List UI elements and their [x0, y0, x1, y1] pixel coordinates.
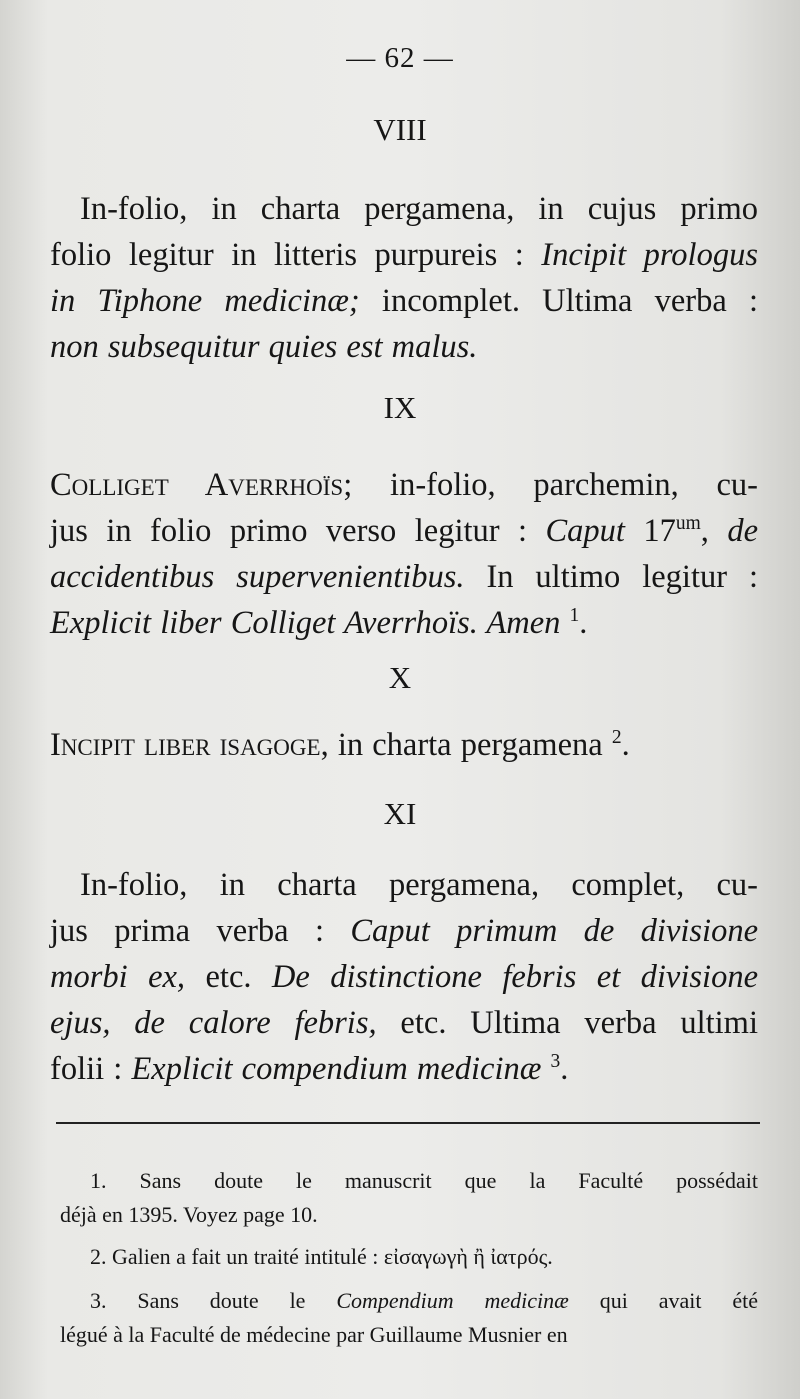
- text-run: folio legitur in litteris purpureis :: [50, 237, 542, 273]
- text-run: Explicit liber Colliget Averrhoïs. Amen: [50, 605, 561, 641]
- footnote-1: [60, 1164, 758, 1232]
- text-run: Incipit prologus: [541, 237, 758, 273]
- text-run: Caput: [545, 513, 625, 549]
- section-heading-ix: IX: [383, 390, 417, 425]
- text-run: accidentibus supervenientibus.: [50, 559, 465, 595]
- footnote-divider: [56, 1122, 760, 1124]
- text-line: [50, 324, 758, 370]
- text-line: [50, 600, 758, 646]
- text-run: jus in folio primo verso legitur :: [50, 513, 546, 549]
- section-heading-xi: XI: [383, 796, 417, 831]
- text-run: [541, 1051, 550, 1087]
- text-run: um: [675, 513, 701, 535]
- text-run: in Tiphone medicinæ;: [50, 283, 360, 319]
- text-run: etc.: [185, 959, 272, 995]
- text-line: [50, 908, 758, 954]
- text-run: Compendium medicinæ: [336, 1288, 569, 1313]
- text-run: 1: [569, 605, 580, 627]
- text-run: jus prima verba :: [50, 913, 351, 949]
- text-run: 3: [550, 1051, 561, 1073]
- text-run: Caput primum de divisione: [350, 913, 759, 949]
- text-run: .: [560, 1051, 569, 1087]
- text-run: légué à la Faculté de médecine par Guillaume Musnier en: [60, 1322, 568, 1347]
- section-text-viii: [50, 186, 758, 370]
- text-line: [50, 508, 758, 554]
- text-line: [60, 1198, 758, 1232]
- text-line: [50, 862, 758, 908]
- footnote-2: [60, 1240, 758, 1274]
- text-run: ejus, de calore febris,: [50, 1005, 377, 1041]
- text-run: qui avait été: [568, 1288, 758, 1313]
- section-text-ix: [50, 462, 758, 646]
- text-run: In-folio, in charta pergamena, complet, cu-: [80, 867, 758, 903]
- text-line: [60, 1318, 758, 1352]
- text-line: [50, 462, 758, 508]
- text-line: [50, 278, 758, 324]
- text-line: [50, 232, 758, 278]
- text-run: incomplet. Ultima verba :: [359, 283, 758, 319]
- text-run: déjà en 1395. Voyez page 10.: [60, 1202, 318, 1227]
- section-heading-viii: VIII: [373, 112, 427, 147]
- text-run: [560, 605, 569, 641]
- text-run: In-folio, in charta pergamena, in cujus primo: [80, 191, 758, 227]
- text-line: [50, 186, 758, 232]
- text-run: de: [727, 513, 759, 549]
- text-run: morbi ex,: [50, 959, 186, 995]
- text-run: folii :: [50, 1051, 132, 1087]
- text-line: [50, 1000, 758, 1046]
- text-line: [50, 954, 758, 1000]
- text-line: [50, 554, 758, 600]
- text-run: Explicit compendium medicinæ: [131, 1051, 542, 1087]
- page-number: — 62 —: [346, 42, 454, 74]
- text-line: [60, 1164, 758, 1198]
- section-text-xi: [50, 862, 758, 1092]
- text-line: [50, 722, 758, 768]
- text-run: De distinctione febris et divisione: [271, 959, 758, 995]
- text-run: ; in-folio, parchemin, cu-: [343, 467, 758, 503]
- text-line: [60, 1240, 758, 1274]
- text-run: 1. Sans doute le manuscrit que la Faculté possédait: [90, 1168, 758, 1193]
- section-heading-x: X: [388, 660, 412, 695]
- footnote-3: [60, 1284, 758, 1352]
- text-run: Colliget Averrhoïs: [50, 467, 344, 503]
- text-run: 3. Sans doute le: [90, 1288, 337, 1313]
- text-run: ,: [700, 513, 728, 549]
- section-text-x: [50, 722, 758, 768]
- text-run: 2. Galien a fait un traité intitulé : εἰσαγωγὴ ἢ ἰατρός.: [90, 1244, 553, 1269]
- text-run: .: [579, 605, 588, 641]
- text-run: In ultimo legitur :: [464, 559, 758, 595]
- text-line: [50, 1046, 758, 1092]
- text-run: 2: [611, 727, 622, 749]
- text-run: , in charta pergamena: [320, 727, 612, 763]
- text-run: etc. Ultima verba ultimi: [376, 1005, 758, 1041]
- text-run: non subsequitur quies est malus.: [50, 329, 478, 365]
- text-run: 17: [624, 513, 676, 549]
- text-line: [60, 1284, 758, 1318]
- text-run: Incipit liber isagoge: [50, 727, 321, 763]
- text-run: .: [621, 727, 630, 763]
